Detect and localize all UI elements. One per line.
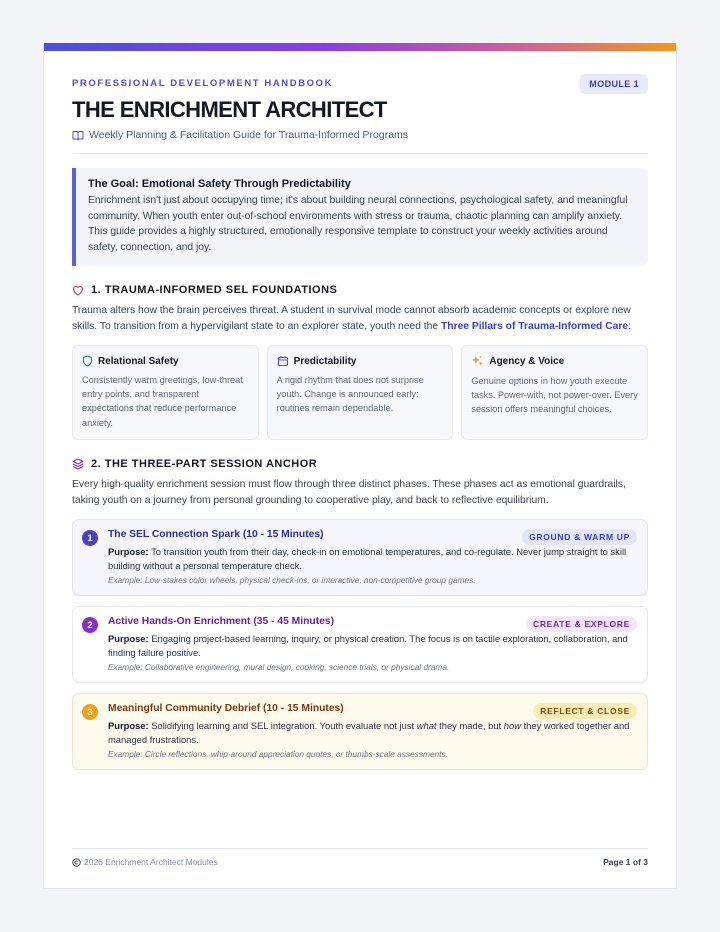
- handbook-page: [43, 43, 677, 889]
- phase-title: The SEL Connection Spark (10 - 15 Minutes): [108, 529, 324, 540]
- phase-example: Example: Low-stakes color wheels, physical check-ins, or interactive, non-competitive group games.: [108, 575, 476, 585]
- section-1-body-end: :: [628, 321, 631, 332]
- section-2-body: Every high-quality enrichment session must flow through three distinct phases. These phases act as emotional guardrails, taking youth on a journey from personal grounding to cooperative play, and back to reflective equilibrium.: [72, 479, 626, 506]
- page-number: Page 1 of 3: [603, 857, 648, 867]
- goal-body: Enrichment isn't just about occupying time; it's about building neural connections, psychological safety, and meaningful community. When youth enter out-of-school environments with stress or trauma, chaotic planning can amplify anxiety. This guide provides a highly structured, emotionally responsive template to construct your weekly activities around safety, connection, and joy.: [88, 195, 628, 253]
- goal-callout: [72, 168, 648, 266]
- heart-icon: [72, 285, 84, 296]
- section-1-title: 1. TRAUMA-INFORMED SEL FOUNDATIONS: [91, 284, 338, 296]
- purpose-text: To transition youth from their day, check-in on emotional temperatures, and co-regulate. Never jump straight to skill building without a personal temperature check.: [108, 546, 627, 571]
- phase-example: Example: Collaborative engineering, mural design, cooking, science trials, or physical drama.: [108, 662, 450, 672]
- pillar-title: Agency & Voice: [489, 356, 565, 367]
- phase-title: Meaningful Community Debrief (10 - 15 Minutes): [108, 703, 344, 714]
- book-icon: [72, 130, 84, 141]
- phase-tag: REFLECT & CLOSE: [533, 703, 637, 719]
- pillar-card-agency-voice: [461, 345, 648, 440]
- phase-purpose: [108, 632, 637, 660]
- header-divider: [72, 153, 648, 154]
- page-subtitle: [72, 129, 648, 141]
- page-footer: [72, 848, 648, 867]
- phase-tag: GROUND & WARM UP: [522, 529, 637, 545]
- phase-purpose: [108, 545, 637, 573]
- eyebrow-label: PROFESSIONAL DEVELOPMENT HANDBOOK: [72, 78, 334, 89]
- pillar-body: Genuine options in how youth execute tasks. Power-with, not power-over. Every session offers meaningful choices.: [471, 376, 638, 415]
- section-1-heading: [72, 284, 648, 296]
- sparkle-icon: [471, 355, 484, 368]
- phase-purpose: [108, 719, 637, 747]
- purpose-text: Engaging project-based learning, inquiry, or physical creation. The focus is on tactile exploration, collaboration, and finding failure positive.: [108, 633, 628, 658]
- purpose-text: they worked together and managed frustrations.: [108, 720, 630, 745]
- page-header: [72, 51, 648, 141]
- gradient-top-bar: [44, 43, 676, 51]
- phase-card-3: [72, 693, 648, 770]
- phase-title: Active Hands-On Enrichment (35 - 45 Minutes): [108, 616, 335, 627]
- purpose-label: Purpose:: [108, 720, 149, 731]
- copyright-icon: [72, 858, 81, 867]
- shield-icon: [82, 355, 93, 367]
- calendar-icon: [277, 355, 289, 367]
- pillar-card-predictability: [267, 345, 454, 440]
- phase-number: 3: [82, 704, 98, 720]
- layers-icon: [72, 458, 84, 470]
- phase-card-1: [72, 519, 648, 596]
- purpose-emphasis: what: [416, 720, 437, 731]
- phase-card-2: [72, 606, 648, 683]
- pillar-title: Predictability: [293, 355, 357, 367]
- section-1-body-text: Trauma alters how the brain perceives threat. A student in survival mode cannot absorb academic concepts or explore new skills. To transition from a hypervigilant state to an explorer state, youth need the: [72, 305, 631, 332]
- page-title: THE ENRICHMENT ARCHITECT: [72, 97, 387, 122]
- pillars-grid: [72, 345, 648, 440]
- pillar-body: A rigid rhythm that does not surprise youth. Change is announced early; routines remain dependable.: [276, 375, 424, 414]
- section-2-heading: [72, 458, 648, 470]
- purpose-label: Purpose:: [108, 546, 149, 557]
- section-2-title: 2. THE THREE-PART SESSION ANCHOR: [91, 458, 318, 470]
- pillar-title: Relational Safety: [98, 355, 179, 367]
- purpose-emphasis: how: [503, 720, 521, 731]
- module-badge: MODULE 1: [580, 74, 648, 94]
- pillar-body: Consistently warm greetings, low-threat entry points, and transparent expectations that reduce performance anxiety.: [82, 375, 243, 428]
- phase-number: 1: [82, 530, 98, 546]
- purpose-text: they made, but: [436, 720, 504, 731]
- section-1-body: [72, 303, 648, 335]
- subtitle-text: Weekly Planning & Facilitation Guide for Trauma-Informed Programs: [89, 129, 409, 141]
- pillars-highlight: Three Pillars of Trauma-Informed Care: [440, 321, 629, 332]
- footer-copyright: [72, 857, 218, 867]
- footer-text: 2026 Enrichment Architect Modules: [84, 857, 218, 867]
- goal-title: The Goal: Emotional Safety Through Predictability: [88, 178, 351, 190]
- pillar-card-relational-safety: [72, 345, 259, 440]
- phase-tag: CREATE & EXPLORE: [526, 616, 637, 632]
- phase-number: 2: [82, 617, 98, 633]
- purpose-label: Purpose:: [108, 633, 149, 644]
- purpose-text: Solidifying learning and SEL integration. Youth evaluate not just: [148, 720, 417, 731]
- phase-example: Example: Circle reflections, whip-around appreciation quotes, or thumbs-scale assessments.: [108, 749, 448, 759]
